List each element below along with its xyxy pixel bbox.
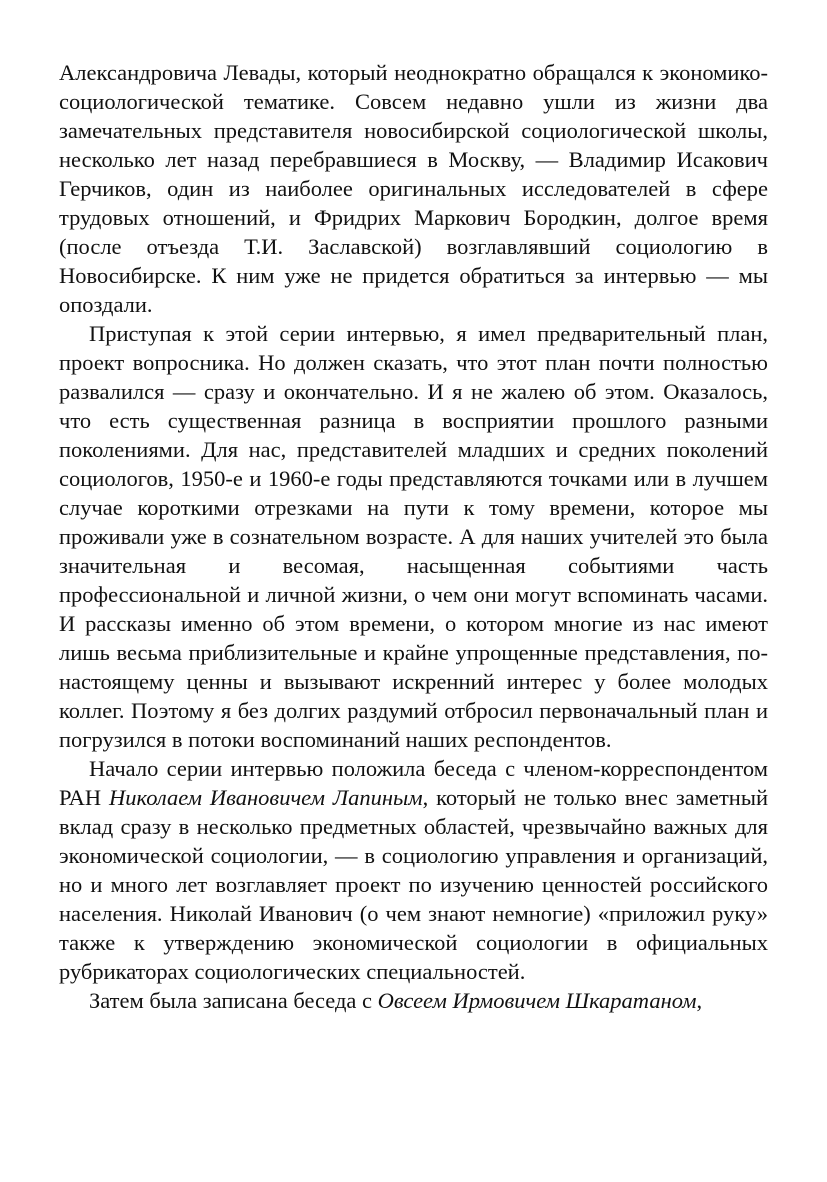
paragraph-2 [59, 319, 768, 754]
paragraph-3-text-before: Начало серии интервью положила беседа с членом-корреспондентом РАН [59, 756, 768, 810]
paragraph-3-text-after: , который не только внес заметный вклад сразу в несколько предметных областей, чрезвычайно важных для экономической социологии, — в социологию управления и организаций, но и много лет возглавляет проект по изучению ценностей российского населения. Николай Иванович (о чем знают немногие) «приложил руку» также к утверждению экономической социологии в официальных рубрикаторах социологических специальностей. [59, 785, 768, 984]
paragraph-4-person-name: Овсеем Ирмовичем Шкаратаном [377, 988, 697, 1013]
paragraph-4-text-after: , [696, 988, 703, 1013]
paragraph-4-text-before: Затем была записана беседа с [89, 988, 378, 1013]
paragraph-3-person-name: Николаем Ивановичем Лапиным [109, 785, 423, 810]
paragraph-3 [59, 754, 768, 986]
paragraph-1 [59, 58, 768, 319]
paragraph-4 [59, 986, 768, 1015]
paragraph-2-text: Приступая к этой серии интервью, я имел предварительный план, проект вопросника. Но должен сказать, что этот план почти полностью развалился — сразу и окончательно. И я не жалею об этом. Оказалось, что есть существенная разница в восприятии прошлого разными поколениями. Для нас, представителей младших и средних поколений социологов, 1950-е и 1960-е годы представляются точками или в лучшем случае короткими отрезками на пути к тому времени, которое мы проживали уже в сознательном возрасте. А для наших учителей это была значительная и весомая, насыщенная событиями часть профессиональной и личной жизни, о чем они могут вспоминать часами. И рассказы именно об этом времени, о котором многие из нас имеют лишь весьма приблизительные и крайне упрощенные представления, по-настоящему ценны и вызывают искренний интерес у более молодых коллег. Поэтому я без долгих раздумий отбросил первоначальный план и погрузился в потоки воспоминаний наших респондентов. [59, 321, 768, 752]
paragraph-1-text: Александровича Левады, который неоднократно обращался к экономико-социологической тематике. Совсем недавно ушли из жизни два замечательных представителя новосибирской социологической школы, несколько лет назад перебравшиеся в Москву, — Владимир Исакович Герчиков, один из наиболее оригинальных исследователей в сфере трудовых отношений, и Фридрих Маркович Бородкин, долгое время (после отъезда Т.И. Заславской) возглавлявший социологию в Новосибирске. К ним уже не придется обратиться за интервью — мы опоздали. [59, 60, 768, 317]
document-page [59, 58, 768, 1015]
